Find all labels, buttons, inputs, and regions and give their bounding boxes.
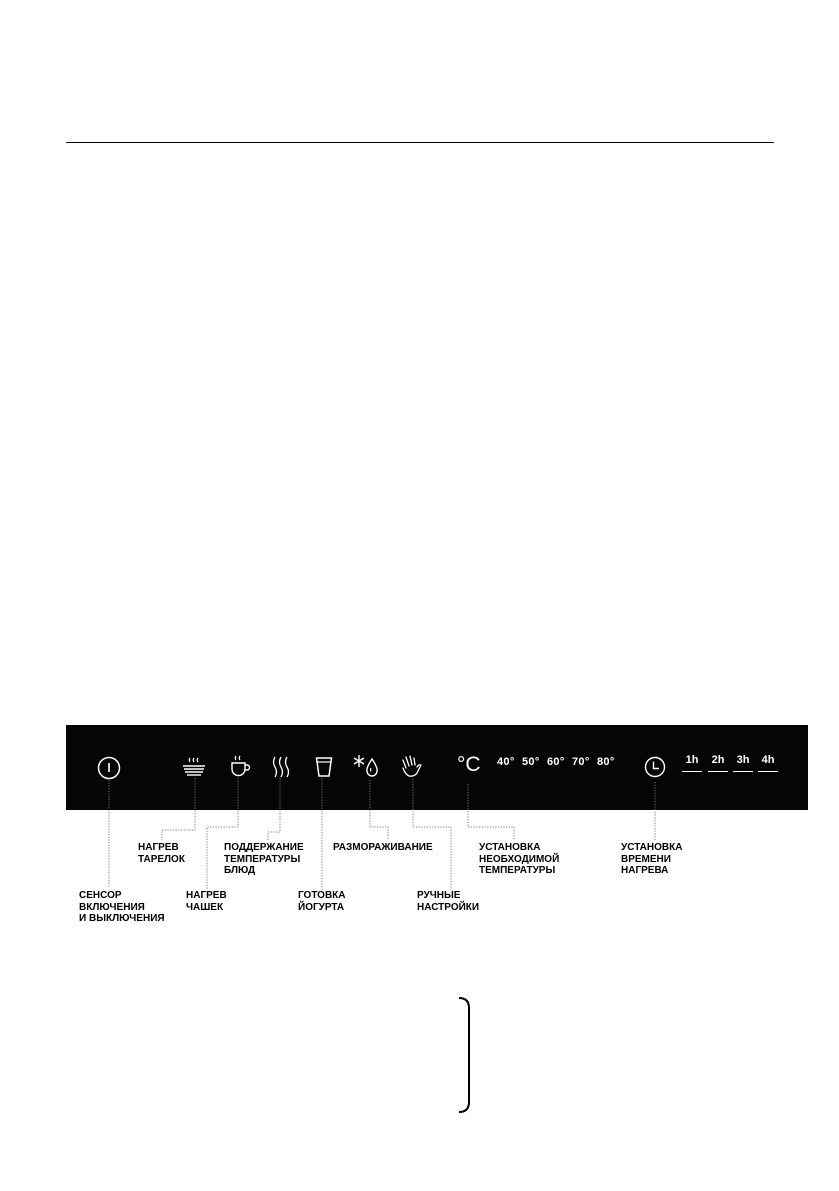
timer-label: 1h [685, 754, 699, 766]
timer-3h[interactable] [733, 754, 753, 772]
label-set-time: УСТАНОВКА ВРЕМЕНИ НАГРЕВА [621, 842, 683, 876]
label-manual-settings: РУЧНЫЕ НАСТРОЙКИ [417, 890, 480, 913]
label-cup-heating: НАГРЕВ ЧАШЕК [186, 890, 227, 913]
timer-label: 2h [711, 754, 725, 766]
celsius-icon[interactable]: °C [457, 753, 481, 776]
timer-2h[interactable] [708, 754, 728, 772]
power-icon[interactable] [97, 756, 121, 780]
label-plate-heating: НАГРЕВ ТАРЕЛОК [138, 842, 185, 865]
timer-4h[interactable] [758, 754, 778, 772]
temp-40[interactable]: 40° [497, 756, 515, 768]
timer-1h[interactable] [682, 754, 702, 772]
heat-waves-icon[interactable] [271, 755, 291, 779]
bracket-mark [455, 996, 477, 1114]
timer-indicator [708, 771, 728, 772]
control-panel [66, 725, 808, 810]
cup-icon[interactable] [229, 754, 253, 778]
defrost-icon[interactable] [353, 753, 381, 779]
clock-icon[interactable] [644, 756, 666, 778]
label-yogurt: ГОТОВКА ЙОГУРТА [298, 890, 346, 913]
timer-label: 3h [736, 754, 750, 766]
temp-70[interactable]: 70° [572, 756, 590, 768]
temp-50[interactable]: 50° [522, 756, 540, 768]
yogurt-cup-icon[interactable] [315, 756, 333, 778]
timer-indicator [758, 771, 778, 772]
label-defrost: РАЗМОРАЖИВАНИЕ [333, 842, 433, 853]
label-set-temperature: УСТАНОВКА НЕОБХОДИМОЙ ТЕМПЕРАТУРЫ [479, 842, 560, 876]
hand-icon[interactable] [400, 754, 424, 778]
label-power-sensor: СЕНСОР ВКЛЮЧЕНИЯ И ВЫКЛЮЧЕНИЯ [79, 890, 165, 924]
timer-indicator [733, 771, 753, 772]
temp-60[interactable]: 60° [547, 756, 565, 768]
timer-indicator [682, 771, 702, 772]
top-rule [66, 142, 774, 143]
label-keep-warm: ПОДДЕРЖАНИЕ ТЕМПЕРАТУРЫ БЛЮД [224, 842, 304, 876]
plates-icon[interactable] [181, 756, 207, 778]
temp-80[interactable]: 80° [597, 756, 615, 768]
timer-label: 4h [761, 754, 775, 766]
